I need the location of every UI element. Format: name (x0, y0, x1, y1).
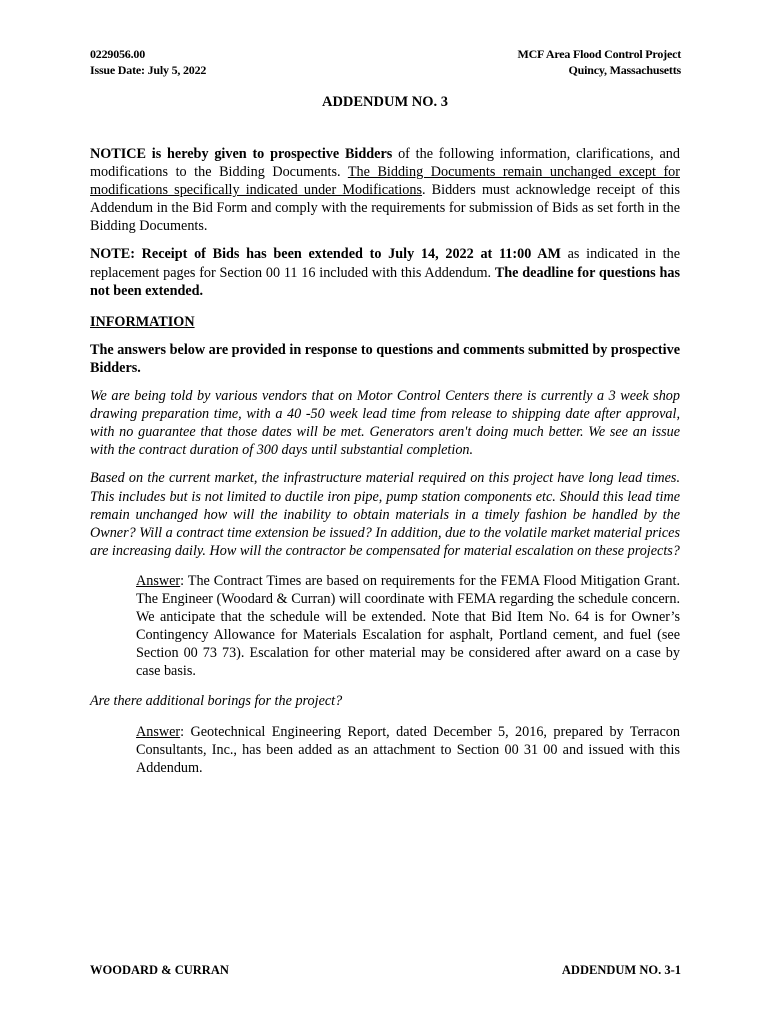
question-2: Based on the current market, the infrastructure material required on this project have long lead times. This includes but is not limited to ductile iron pipe, pump station components etc. Should this lead time remain unchanged how will the inability to obtain materials in a timely fashion be handled by the Owner? Will a contract time extension be issued? In addition, due to the volatile market material prices are increasing daily. How will the contractor be compensated for material escalation on these projects? (90, 470, 680, 559)
document-body (90, 145, 680, 787)
note-bold-tail: The deadline for questions has not been extended. (90, 264, 680, 299)
footer-company: WOODARD & CURRAN (90, 963, 229, 977)
footer-page-label: ADDENDUM NO. 3-1 (561, 963, 681, 977)
notice-paragraph (90, 145, 680, 235)
note-text-1: as indicated in the replacement pages for Section 00 11 16 included with this Addendum. (90, 246, 680, 281)
answer-1-text: : The Contract Times are based on requirements for the FEMA Flood Mitigation Grant. The Engineer (Woodard & Curran) will coordinate with FEMA regarding the schedule concern. We anticipate that the schedule will be extended. Note that Bid Item No. 64 is for Owner’s Contingency Allowance for Materials Escalation for asphalt, Portland cement, and fuel (see Section 00 73 73). Escalation for other material may be considered after award on a case by case basis. (136, 572, 680, 680)
project-location: Quincy, Massachusetts (568, 63, 681, 77)
question-3: Are there additional borings for the project? (90, 693, 343, 710)
notice-text-1: of the following information, clarifications, and modifications to the Bidding Documents. (90, 146, 680, 181)
header-right (517, 46, 681, 78)
notice-underlined: The Bidding Documents remain unchanged except for modifications specifically indicated under Modifications (90, 164, 680, 199)
project-number: 0229056.00 (90, 47, 146, 61)
answer-2 (136, 723, 680, 777)
information-heading: INFORMATION (90, 313, 195, 330)
information-intro: The answers below are provided in response to questions and comments submitted by prospective Bidders. (90, 341, 680, 376)
answer-2-text: : Geotechnical Engineering Report, dated December 5, 2016, prepared by Terracon Consultants, Inc., has been added as an attachment to Section 00 31 00 and issued with this Addendum. (136, 723, 680, 776)
notice-text-2: . Bidders must acknowledge receipt of this Addendum in the Bid Form and comply with the requirements for submission of Bids as set forth in the Bidding Documents. (90, 182, 680, 235)
answer-2-label: Answer (136, 723, 181, 740)
note-lead: NOTE: Receipt of Bids has been extended to July 14, 2022 at 11:00 AM (90, 246, 561, 263)
answer-1-label: Answer (136, 572, 181, 589)
note-paragraph (90, 245, 680, 299)
header-left (90, 46, 206, 78)
answer-1 (136, 572, 680, 681)
notice-lead: NOTICE is hereby given to prospective Bidders (90, 146, 393, 162)
question-1: We are being told by various vendors that on Motor Control Centers there is currently a 3 week shop drawing preparation time, with a 40 -50 week lead time from release to shipping date after approval, with no guarantee that those dates will be met. Generators aren't doing much better. We see an issue with the contract duration of 300 days until substantial completion. (90, 388, 680, 459)
issue-date: Issue Date: July 5, 2022 (90, 63, 207, 77)
project-name: MCF Area Flood Control Project (517, 47, 681, 61)
document-title: ADDENDUM NO. 3 (321, 94, 449, 110)
